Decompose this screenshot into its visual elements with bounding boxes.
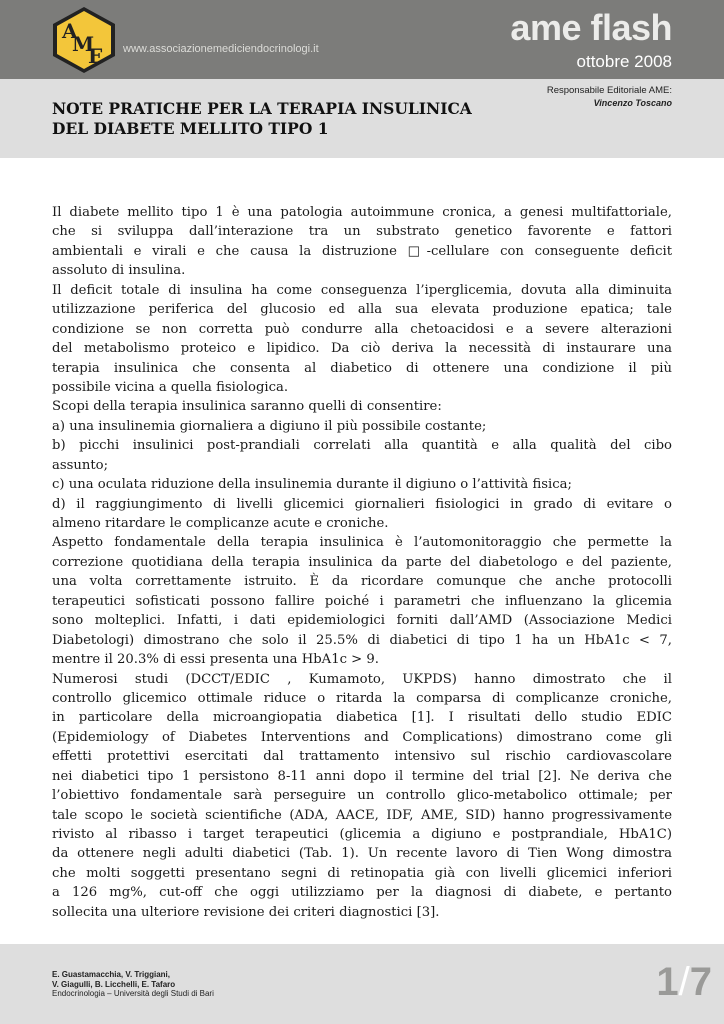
page-total: 7 bbox=[689, 960, 712, 1004]
body-line: ambientali e virali e che causa la distruzione □-cellulare con conseguente deficit bbox=[52, 243, 672, 259]
page-separator: / bbox=[678, 960, 690, 1004]
issue-date: ottobre 2008 bbox=[576, 52, 672, 71]
body-line: rivisto al ribasso i target terapeutici (glicemia a digiuno e postprandiale, HbA1C) bbox=[52, 827, 672, 842]
authors-block bbox=[52, 970, 214, 999]
body-line: a 126 mg%, cut-off che oggi utilizziamo per la diagnosi di diabete, e pertanto bbox=[52, 885, 672, 901]
website-url[interactable]: www.associazionemediciendocrinologi.it bbox=[123, 43, 319, 55]
body-line: in particolare della microangiopatia diabetica [1]. I risultati dello studio EDIC bbox=[52, 710, 672, 726]
body-line: che molti soggetti presentano segni di retinopatia già con livelli glicemici inferiori bbox=[52, 865, 672, 881]
body-line: c) una oculata riduzione della insulinemia durante il digiuno o l’attività fisica; bbox=[52, 477, 572, 493]
body-line: utilizzazione periferica del glucosio ed alla sua elevata produzione epatica; tale bbox=[52, 302, 672, 318]
body-line: da ottenere negli adulti diabetici (Tab. 1). Un recente lavoro di Tien Wong dimostra bbox=[52, 846, 672, 862]
body-line: che si sviluppa dall’interazione tra un substrato genetico favorente e fattori bbox=[52, 224, 672, 240]
page-current: 1 bbox=[656, 960, 679, 1004]
body-line: d) il raggiungimento di livelli glicemici giornalieri fisiologici in grado di evitare o bbox=[52, 496, 672, 512]
authors-line: E. Guastamacchia, V. Triggiani, bbox=[52, 970, 170, 979]
authors-line: V. Giagulli, B. Licchelli, E. Tafaro bbox=[52, 979, 176, 989]
editor-name: Vincenzo Toscano bbox=[593, 98, 672, 108]
body-line: correzione quotidiana della terapia insulinica da parte del diabetologo e del paziente, bbox=[52, 554, 672, 570]
body-line: una volta correttamente istruito. È da ricordare comunque che anche protocolli bbox=[52, 574, 672, 590]
body-line: del metabolismo proteico e lipidico. Da ciò deriva la necessità di instaurare una bbox=[52, 341, 672, 357]
body-line: sollecita una ulteriore revisione dei criteri diagnostici [3]. bbox=[52, 904, 440, 920]
body-line: Il diabete mellito tipo 1 è una patologia autoimmune cronica, a genesi multifattoriale, bbox=[52, 205, 672, 220]
body-line: terapeutici sofisticati possono fallire poiché i parametri che influenzano la glicemia bbox=[52, 593, 672, 609]
body-line: almeno ritardare le complicanze acute e croniche. bbox=[52, 516, 389, 531]
body-line: Diabetologi) dimostrano che solo il 25.5% di diabetici di tipo 1 ha un HbA1c < 7, bbox=[52, 632, 672, 648]
body-line: Scopi della terapia insulinica saranno quelli di consentire: bbox=[52, 399, 442, 415]
logo-letter-m: M bbox=[72, 32, 95, 56]
document-title-line: NOTE PRATICHE PER LA TERAPIA INSULINICA bbox=[52, 99, 472, 118]
body-line: Aspetto fondamentale della terapia insulinica è l’automonitoraggio che permette la bbox=[52, 535, 672, 551]
body-line: Il deficit totale di insulina ha come conseguenza l’iperglicemia, dovuta alla diminuita bbox=[52, 282, 672, 298]
body-line: l’obiettivo fondamentale sarà perseguire un controllo glico-metabolico ottimale; per bbox=[52, 788, 672, 804]
body-line: mentre il 20.3% di essi presenta una HbA1c > 9. bbox=[52, 652, 379, 668]
body-line: sono molteplici. Infatti, i dati epidemiologici forniti dall’AMD (Associazione Medici bbox=[52, 613, 672, 629]
body-line: possibile vicina a quella fisiologica. bbox=[52, 379, 289, 395]
body-line: controllo glicemico ottimale riduce o ritarda la comparsa di complicanze croniche, bbox=[52, 690, 672, 706]
logo-letter-a: A bbox=[62, 19, 78, 43]
body-line: tale scopo le società scientifiche (ADA, AACE, IDF, AME, SID) hanno progressivamente bbox=[52, 807, 672, 823]
body-line: Numerosi studi (DCCT/EDIC , Kumamoto, UKPDS) hanno dimostrato che il bbox=[52, 671, 672, 687]
body-line: b) picchi insulinici post-prandiali correlati alla quantità e alla qualità del cibo bbox=[52, 438, 672, 454]
logo-letter-e: E bbox=[88, 44, 104, 68]
article-body bbox=[52, 203, 672, 922]
body-line: assoluto di insulina. bbox=[52, 263, 186, 279]
body-line: effetti protettivi esercitati dal trattamento intensivo sul rischio cardiovascolare bbox=[52, 749, 672, 765]
document-title-line: DEL DIABETE MELLITO TIPO 1 bbox=[52, 119, 329, 138]
body-line: terapia insulinica che consenta al diabetico di ottenere una condizione il più bbox=[52, 360, 672, 376]
body-line: condizione se non corretta può condurre alla chetoacidosi e a severe alterazioni bbox=[52, 321, 672, 337]
body-line: assunto; bbox=[52, 457, 109, 473]
body-line: (Epidemiology of Diabetes Interventions and Complications) dimostrano come gli bbox=[52, 729, 672, 745]
affiliation: Endocrinologia – Università degli Studi di Bari bbox=[52, 989, 214, 998]
body-line: a) una insulinemia giornaliera a digiuno il più possibile costante; bbox=[52, 418, 487, 434]
document-title bbox=[52, 99, 472, 139]
page-number bbox=[656, 962, 712, 1002]
editor-label: Responsabile Editoriale AME: bbox=[546, 85, 672, 96]
ame-logo bbox=[50, 5, 118, 75]
brand-title: ame flash bbox=[510, 7, 672, 48]
body-line: nei diabetici tipo 1 persistono 8-11 anni dopo il termine del trial [2]. Ne deriva che bbox=[52, 768, 672, 784]
